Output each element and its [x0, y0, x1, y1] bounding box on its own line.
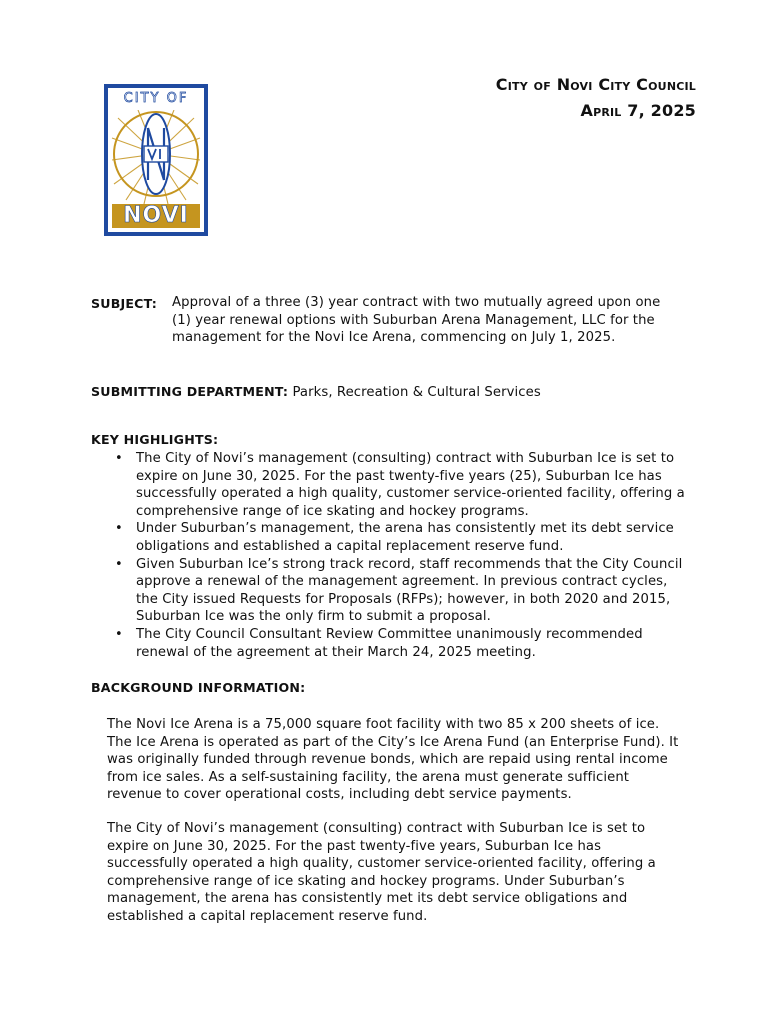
submitting-department-value: Parks, Recreation & Cultural Services	[292, 385, 541, 400]
key-highlights-list	[115, 450, 685, 661]
background-information-title: BACKGROUND INFORMATION:	[91, 680, 306, 695]
list-item	[115, 556, 685, 626]
key-highlights-title: KEY HIGHLIGHTS:	[91, 432, 219, 447]
list-item	[115, 450, 685, 520]
logo-city-of-text: CITY OF	[123, 91, 189, 106]
subject-label: SUBJECT:	[91, 296, 157, 311]
bullet-icon: •	[115, 556, 123, 572]
highlight-text: Given Suburban Ice’s strong track record, staff recommends that the City Council approve a renewal of the management agreement. In previous contract cycles, the City issued Requests for Proposals (RFPs); however, in both 2020 and 2015, Suburban Ice was the only firm to submit a proposal.	[136, 556, 683, 625]
highlight-text: Under Suburban’s management, the arena has consistently met its debt service obligations and established a capital replacement reserve fund.	[136, 521, 674, 554]
background-paragraph: The City of Novi’s management (consulting) contract with Suburban Ice is set to expire on June 30, 2025. For the past twenty-five years, Suburban Ice has successfully operated a high quality, customer service-oriented facility, offering a comprehensive range of ice skating and hockey programs. Under Suburban’s management, the arena has consistently met its debt service obligations and established a capital replacement reserve fund.	[107, 821, 656, 924]
submitting-department	[91, 383, 691, 402]
highlight-text: The City of Novi’s management (consulting) contract with Suburban Ice is set to expire on June 30, 2025. For the past twenty-five years (25), Suburban Ice has successfully operated a high quality, customer service-oriented facility, offering a comprehensive range of ice skating and hockey programs.	[136, 451, 685, 519]
list-item	[115, 626, 685, 661]
document-header	[496, 72, 696, 124]
highlight-text: The City Council Consultant Review Committee unanimously recommended renewal of the agreement at their March 24, 2025 meeting.	[136, 626, 643, 660]
meeting-date: April 7, 2025	[580, 101, 696, 120]
logo-novi-text: NOVI	[112, 204, 200, 228]
subject-text: Approval of a three (3) year contract with two mutually agreed upon one (1) year renewal options with Suburban Arena Management, LLC for the management for the Novi Ice Arena, commencing on July 1, 2025.	[172, 295, 661, 346]
bullet-icon: •	[115, 451, 123, 466]
list-item	[115, 520, 685, 555]
city-of-novi-logo	[104, 84, 208, 236]
submitting-department-label: SUBMITTING DEPARTMENT:	[91, 384, 289, 399]
background-paragraph: The Novi Ice Arena is a 75,000 square foot facility with two 85 x 200 sheets of ice. The Ice Arena is operated as part of the City’s Ice Arena Fund (an Enterprise Fund). It was originally funded through revenue bonds, which are repaid using rental income from ice sales. As a self-sustaining facility, the arena must generate sufficient revenue to cover operational costs, including debt service payments.	[107, 717, 679, 803]
bullet-icon: •	[115, 626, 123, 642]
bullet-icon: •	[115, 521, 123, 537]
council-title: City of Novi City Council	[495, 75, 696, 94]
